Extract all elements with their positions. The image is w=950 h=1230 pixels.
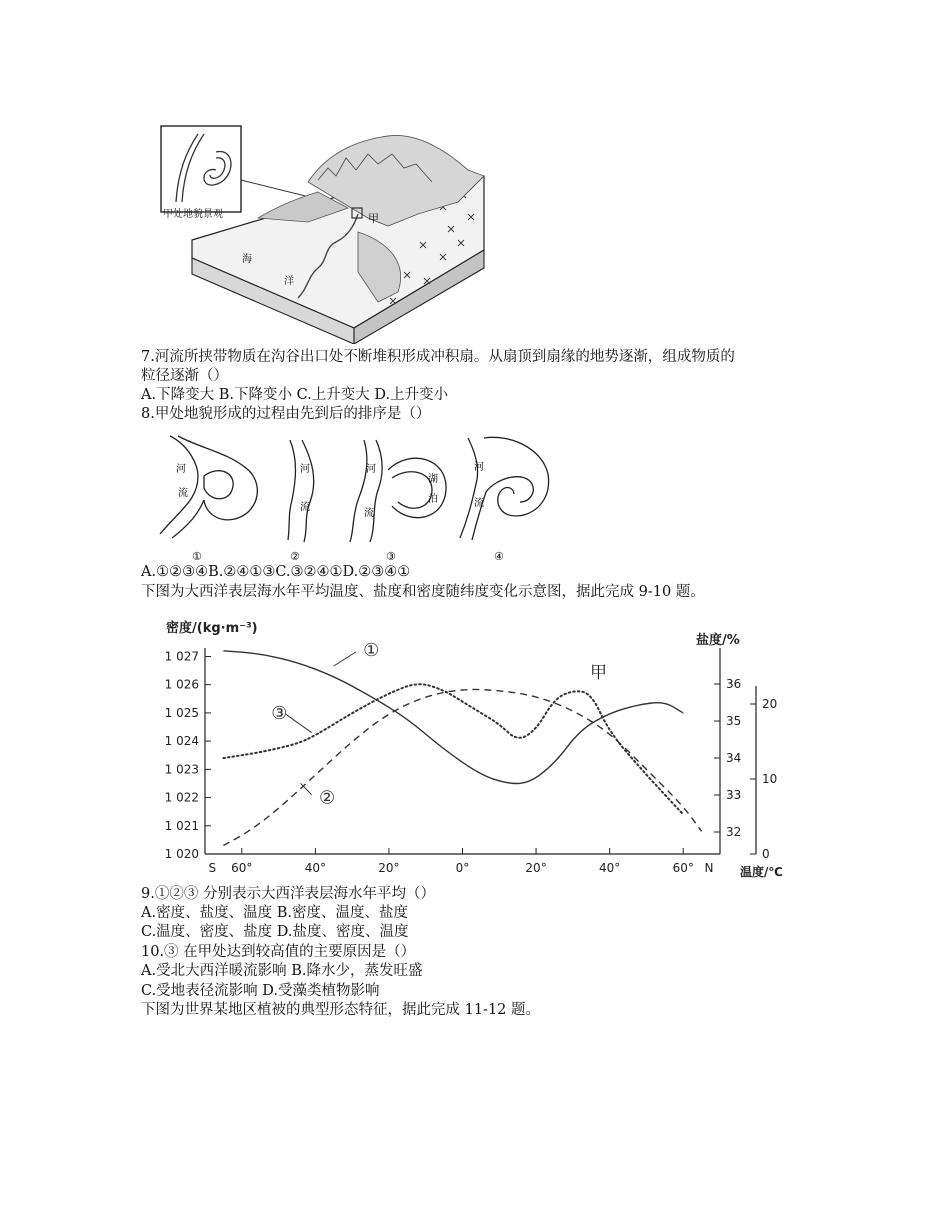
question-10-options-1: A.受北大西洋暖流影响 B.降水少，蒸发旺盛 <box>141 963 423 979</box>
panel-1-word-1: 河 <box>176 464 186 475</box>
label-hai: 海 <box>242 254 252 265</box>
density-tick-label: 1 026 <box>164 677 199 692</box>
panel-4-word-1: 河 <box>474 462 484 473</box>
intro-questions-9-10: 下图为大西洋表层海水年平均温度、盐度和密度随纬度变化示意图，据此完成 9-10 题。 <box>141 584 705 600</box>
salinity-tick-label: 35 <box>726 714 742 728</box>
temperature-tick-label: 0 <box>762 847 770 861</box>
panel-2-word-1: 河 <box>300 464 310 475</box>
series-label-leader <box>301 783 312 794</box>
salinity-tick-label: 32 <box>726 825 742 839</box>
chart-series <box>223 640 701 846</box>
right-axis-title: 盐度/% <box>696 633 740 648</box>
question-7-line-2: 粒径逐渐（） <box>141 368 228 384</box>
x-tick-label: 40° <box>304 861 326 875</box>
density-tick-label: 1 027 <box>164 649 199 664</box>
chart-axes <box>165 648 778 875</box>
panel-2-word-2: 流 <box>300 502 310 513</box>
series-label-3: ③ <box>271 702 288 724</box>
density-tick-label: 1 022 <box>164 790 199 805</box>
density-tick-label: 1 023 <box>164 762 199 777</box>
question-8-stem: 8.甲处地貌形成的过程由先到后的排序是（） <box>141 406 431 422</box>
label-jia: 甲 <box>368 212 379 225</box>
panel-3-word-1: 河 <box>366 464 376 475</box>
question-7-options: A.下降变大 B.下降变小 C.上升变大 D.上升变小 <box>141 387 449 403</box>
x-tick-label: 60° <box>231 861 253 875</box>
question-9-stem: 9.①②③ 分别表示大西洋表层海水年平均（） <box>141 886 435 902</box>
panel-3-number: ③ <box>386 550 396 563</box>
series-label-2: ② <box>319 787 336 809</box>
x-tick-label: 0° <box>455 861 470 875</box>
panel-3 <box>350 440 446 563</box>
series-line-1 <box>223 651 683 784</box>
salinity-tick-label: 34 <box>726 751 742 765</box>
series-label-1: ① <box>363 640 380 661</box>
panel-3-word-2: 流 <box>364 508 374 519</box>
series-line-2 <box>223 689 701 845</box>
inset-caption: 甲处地貌景观 <box>163 209 223 220</box>
panel-4-word-2: 流 <box>474 498 484 509</box>
alluvial-fan-block-diagram <box>158 122 494 344</box>
density-tick-label: 1 025 <box>164 705 199 720</box>
x-tick-label: N <box>704 861 714 875</box>
x-tick-label: 60° <box>672 861 694 875</box>
salinity-tick-label: 36 <box>726 677 742 691</box>
x-tick-label: S <box>208 861 217 875</box>
salinity-tick-label: 33 <box>726 788 742 802</box>
panel-1 <box>160 436 257 563</box>
left-axis-title: 密度/(kg·m⁻³) <box>166 621 258 636</box>
panel-2-number: ② <box>290 550 300 563</box>
question-10-options-2: C.受地表径流影响 D.受藻类植物影响 <box>141 983 380 999</box>
panel-1-number: ① <box>192 550 202 563</box>
question-8-options: A.①②③④B.②④①③C.③②④①D.②③④① <box>141 564 411 580</box>
series-line-3 <box>223 684 683 814</box>
question-10-stem: 10.③ 在甲处达到较高值的主要原因是（） <box>141 944 416 960</box>
density-tick-label: 1 020 <box>164 847 199 861</box>
question-9-options-1: A.密度、盐度、温度 B.密度、温度、盐度 <box>141 905 408 921</box>
label-yang: 洋 <box>284 276 294 287</box>
panel-2 <box>288 440 314 563</box>
x-tick-label: 20° <box>525 861 547 875</box>
density-tick-label: 1 024 <box>164 734 199 749</box>
density-tick-label: 1 021 <box>164 818 199 833</box>
question-9-options-2: C.温度、密度、盐度 D.盐度、密度、温度 <box>141 924 409 940</box>
panel-3-word-4: 泊 <box>428 494 438 505</box>
x-tick-label: 40° <box>599 861 621 875</box>
right-axis-title-2: 温度/℃ <box>740 865 783 879</box>
atlantic-surface-water-chart <box>150 612 800 884</box>
oxbow-lake-sequence-figure <box>150 430 560 565</box>
x-tick-label: 20° <box>378 861 400 875</box>
panel-4-number: ④ <box>494 550 504 563</box>
temperature-tick-label: 10 <box>762 772 778 786</box>
series-label-leader <box>334 652 356 666</box>
temperature-tick-label: 20 <box>762 697 778 711</box>
series-label-leader <box>286 714 312 732</box>
question-7-line-1: 7.河流所挟带物质在沟谷出口处不断堆积形成冲积扇。从扇顶到扇缘的地势逐渐，组成物质的 <box>141 349 735 365</box>
panel-1-word-2: 流 <box>178 488 188 499</box>
panel-3-word-3: 湖 <box>428 474 438 485</box>
intro-questions-11-12: 下图为世界某地区植被的典型形态特征，据此完成 11-12 题。 <box>141 1002 541 1018</box>
panel-4 <box>460 437 549 563</box>
marker-jia: 甲 <box>590 663 607 683</box>
